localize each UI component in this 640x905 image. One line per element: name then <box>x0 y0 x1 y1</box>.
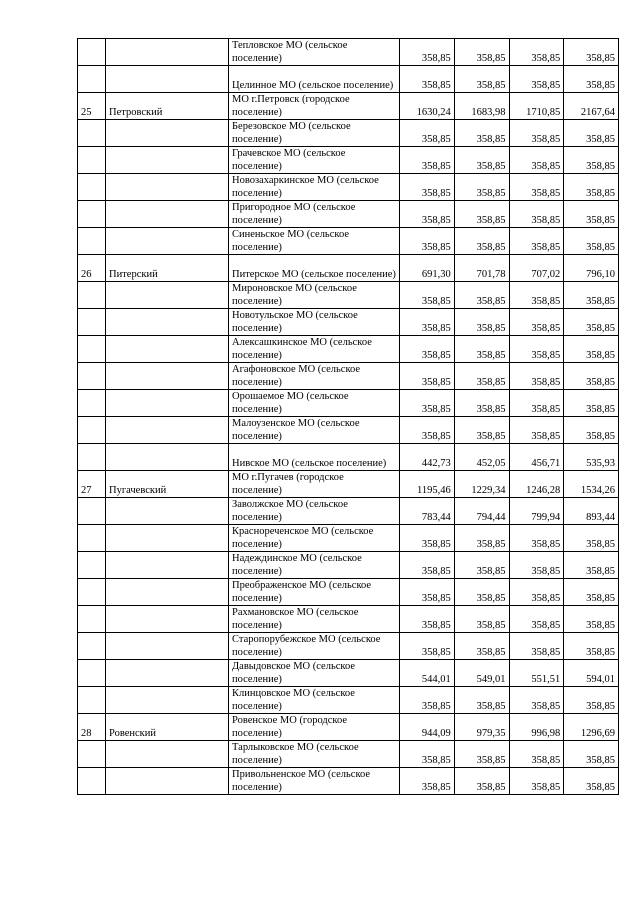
value-cell-1: 358,85 <box>400 741 455 768</box>
value-cell-2: 358,85 <box>454 147 509 174</box>
municipality-cell: Новотульское МО (сельское поселение) <box>229 309 400 336</box>
value-cell-1: 358,85 <box>400 228 455 255</box>
municipality-cell: Заволжское МО (сельское поселение) <box>229 498 400 525</box>
municipality-cell: Целинное МО (сельское поселение) <box>229 66 400 93</box>
value-cell-1: 358,85 <box>400 633 455 660</box>
value-cell-2: 1683,98 <box>454 93 509 120</box>
value-cell-1: 944,09 <box>400 714 455 741</box>
municipality-cell: Агафоновское МО (сельское поселение) <box>229 363 400 390</box>
municipality-cell: Новозахаркинское МО (сельское поселение) <box>229 174 400 201</box>
municipality-cell: Алексашкинское МО (сельское поселение) <box>229 336 400 363</box>
table-row <box>78 633 619 660</box>
value-cell-1: 544,01 <box>400 660 455 687</box>
value-cell-4: 358,85 <box>564 174 619 201</box>
table-row <box>78 714 619 741</box>
municipality-cell: Ровенское МО (городское поселение) <box>229 714 400 741</box>
district-cell <box>106 768 229 795</box>
value-cell-4: 358,85 <box>564 741 619 768</box>
row-number-cell: 25 <box>78 93 106 120</box>
value-cell-2: 358,85 <box>454 39 509 66</box>
value-cell-1: 358,85 <box>400 282 455 309</box>
municipality-cell: Надеждинское МО (сельское поселение) <box>229 552 400 579</box>
value-cell-3: 358,85 <box>509 525 564 552</box>
value-cell-4: 358,85 <box>564 66 619 93</box>
table-row <box>78 336 619 363</box>
row-number-cell <box>78 633 106 660</box>
table-row <box>78 120 619 147</box>
row-number-cell <box>78 228 106 255</box>
value-cell-2: 358,85 <box>454 336 509 363</box>
value-cell-4: 358,85 <box>564 579 619 606</box>
district-cell <box>106 174 229 201</box>
value-cell-3: 358,85 <box>509 282 564 309</box>
value-cell-3: 707,02 <box>509 255 564 282</box>
value-cell-4: 2167,64 <box>564 93 619 120</box>
value-cell-2: 358,85 <box>454 174 509 201</box>
table-row <box>78 93 619 120</box>
row-number-cell <box>78 741 106 768</box>
value-cell-1: 442,73 <box>400 444 455 471</box>
value-cell-2: 358,85 <box>454 633 509 660</box>
value-cell-2: 452,05 <box>454 444 509 471</box>
value-cell-4: 358,85 <box>564 633 619 660</box>
district-cell <box>106 390 229 417</box>
district-cell: Ровенский <box>106 714 229 741</box>
value-cell-3: 358,85 <box>509 309 564 336</box>
value-cell-3: 358,85 <box>509 606 564 633</box>
municipality-cell: Преображенское МО (сельское поселение) <box>229 579 400 606</box>
municipality-cell: Тарлыковское МО (сельское поселение) <box>229 741 400 768</box>
value-cell-3: 358,85 <box>509 66 564 93</box>
municipality-cell: МО г.Петровск (городское поселение) <box>229 93 400 120</box>
value-cell-1: 358,85 <box>400 525 455 552</box>
value-cell-2: 358,85 <box>454 417 509 444</box>
table-row <box>78 606 619 633</box>
value-cell-1: 358,85 <box>400 606 455 633</box>
district-cell <box>106 282 229 309</box>
value-cell-1: 358,85 <box>400 363 455 390</box>
value-cell-3: 358,85 <box>509 201 564 228</box>
municipality-cell: Старопорубежское МО (сельское поселение) <box>229 633 400 660</box>
value-cell-1: 358,85 <box>400 579 455 606</box>
row-number-cell <box>78 444 106 471</box>
row-number-cell <box>78 363 106 390</box>
district-cell <box>106 660 229 687</box>
municipality-cell: Нивское МО (сельское поселение) <box>229 444 400 471</box>
value-cell-2: 979,35 <box>454 714 509 741</box>
row-number-cell: 26 <box>78 255 106 282</box>
value-cell-3: 358,85 <box>509 768 564 795</box>
value-cell-3: 456,71 <box>509 444 564 471</box>
municipality-cell: Привольненское МО (сельское поселение) <box>229 768 400 795</box>
district-cell <box>106 336 229 363</box>
district-cell <box>106 309 229 336</box>
district-cell <box>106 201 229 228</box>
value-cell-3: 358,85 <box>509 417 564 444</box>
value-cell-3: 358,85 <box>509 120 564 147</box>
district-cell <box>106 606 229 633</box>
value-cell-1: 358,85 <box>400 687 455 714</box>
value-cell-1: 783,44 <box>400 498 455 525</box>
table-row <box>78 309 619 336</box>
row-number-cell <box>78 309 106 336</box>
table-row <box>78 39 619 66</box>
municipality-cell: Малоузенское МО (сельское поселение) <box>229 417 400 444</box>
value-cell-3: 358,85 <box>509 579 564 606</box>
table-row <box>78 768 619 795</box>
value-cell-4: 358,85 <box>564 390 619 417</box>
value-cell-3: 358,85 <box>509 390 564 417</box>
value-cell-4: 358,85 <box>564 363 619 390</box>
value-cell-4: 796,10 <box>564 255 619 282</box>
value-cell-2: 358,85 <box>454 309 509 336</box>
value-cell-4: 358,85 <box>564 768 619 795</box>
table-row <box>78 525 619 552</box>
table-row <box>78 552 619 579</box>
district-cell <box>106 120 229 147</box>
row-number-cell <box>78 201 106 228</box>
value-cell-3: 996,98 <box>509 714 564 741</box>
district-cell: Петровский <box>106 93 229 120</box>
value-cell-1: 358,85 <box>400 147 455 174</box>
table-row <box>78 201 619 228</box>
value-cell-3: 1710,85 <box>509 93 564 120</box>
district-cell <box>106 633 229 660</box>
value-cell-2: 358,85 <box>454 525 509 552</box>
value-cell-4: 358,85 <box>564 606 619 633</box>
value-cell-2: 549,01 <box>454 660 509 687</box>
district-cell <box>106 39 229 66</box>
table-row <box>78 579 619 606</box>
value-cell-1: 358,85 <box>400 174 455 201</box>
table-row <box>78 282 619 309</box>
municipality-cell: МО г.Пугачев (городское поселение) <box>229 471 400 498</box>
district-cell <box>106 525 229 552</box>
value-cell-2: 358,85 <box>454 120 509 147</box>
table-body <box>78 39 619 795</box>
value-cell-2: 358,85 <box>454 282 509 309</box>
district-cell <box>106 363 229 390</box>
value-cell-3: 799,94 <box>509 498 564 525</box>
district-cell <box>106 444 229 471</box>
value-cell-1: 358,85 <box>400 120 455 147</box>
value-cell-3: 358,85 <box>509 174 564 201</box>
row-number-cell <box>78 525 106 552</box>
value-cell-4: 358,85 <box>564 147 619 174</box>
value-cell-2: 358,85 <box>454 363 509 390</box>
municipality-cell: Клинцовское МО (сельское поселение) <box>229 687 400 714</box>
value-cell-3: 358,85 <box>509 552 564 579</box>
value-cell-2: 358,85 <box>454 228 509 255</box>
value-cell-2: 701,78 <box>454 255 509 282</box>
district-cell <box>106 498 229 525</box>
value-cell-4: 1534,26 <box>564 471 619 498</box>
value-cell-1: 1630,24 <box>400 93 455 120</box>
value-cell-4: 594,01 <box>564 660 619 687</box>
value-cell-3: 358,85 <box>509 147 564 174</box>
value-cell-1: 358,85 <box>400 417 455 444</box>
district-cell <box>106 147 229 174</box>
municipality-cell: Синеньское МО (сельское поселение) <box>229 228 400 255</box>
tariff-table <box>77 38 619 795</box>
table-row <box>78 687 619 714</box>
value-cell-3: 1246,28 <box>509 471 564 498</box>
row-number-cell <box>78 552 106 579</box>
district-cell <box>106 66 229 93</box>
district-cell <box>106 579 229 606</box>
row-number-cell <box>78 120 106 147</box>
row-number-cell <box>78 147 106 174</box>
value-cell-1: 358,85 <box>400 66 455 93</box>
district-cell <box>106 552 229 579</box>
table-row <box>78 255 619 282</box>
value-cell-2: 358,85 <box>454 552 509 579</box>
value-cell-2: 358,85 <box>454 201 509 228</box>
value-cell-4: 358,85 <box>564 201 619 228</box>
table-row <box>78 147 619 174</box>
municipality-cell: Краснореченское МО (сельское поселение) <box>229 525 400 552</box>
municipality-cell: Рахмановское МО (сельское поселение) <box>229 606 400 633</box>
municipality-cell: Тепловское МО (сельское поселение) <box>229 39 400 66</box>
municipality-cell: Пригородное МО (сельское поселение) <box>229 201 400 228</box>
table-row <box>78 498 619 525</box>
value-cell-1: 358,85 <box>400 39 455 66</box>
value-cell-3: 358,85 <box>509 39 564 66</box>
value-cell-2: 358,85 <box>454 390 509 417</box>
municipality-cell: Березовское МО (сельское поселение) <box>229 120 400 147</box>
value-cell-2: 358,85 <box>454 741 509 768</box>
value-cell-2: 358,85 <box>454 606 509 633</box>
value-cell-4: 358,85 <box>564 120 619 147</box>
row-number-cell <box>78 768 106 795</box>
value-cell-2: 1229,34 <box>454 471 509 498</box>
value-cell-3: 358,85 <box>509 687 564 714</box>
table-row <box>78 471 619 498</box>
value-cell-1: 1195,46 <box>400 471 455 498</box>
value-cell-4: 358,85 <box>564 39 619 66</box>
district-cell: Питерский <box>106 255 229 282</box>
district-cell: Пугачевский <box>106 471 229 498</box>
value-cell-2: 358,85 <box>454 768 509 795</box>
table-row <box>78 228 619 255</box>
value-cell-3: 551,51 <box>509 660 564 687</box>
value-cell-3: 358,85 <box>509 336 564 363</box>
value-cell-4: 358,85 <box>564 417 619 444</box>
table-row <box>78 363 619 390</box>
row-number-cell <box>78 282 106 309</box>
row-number-cell <box>78 39 106 66</box>
table-row <box>78 174 619 201</box>
value-cell-4: 358,85 <box>564 282 619 309</box>
value-cell-2: 794,44 <box>454 498 509 525</box>
municipality-cell: Питерское МО (сельское поселение) <box>229 255 400 282</box>
value-cell-4: 358,85 <box>564 336 619 363</box>
municipality-cell: Мироновское МО (сельское поселение) <box>229 282 400 309</box>
table-row <box>78 417 619 444</box>
district-cell <box>106 687 229 714</box>
value-cell-4: 358,85 <box>564 552 619 579</box>
value-cell-4: 358,85 <box>564 309 619 336</box>
value-cell-1: 358,85 <box>400 309 455 336</box>
value-cell-3: 358,85 <box>509 741 564 768</box>
value-cell-1: 358,85 <box>400 201 455 228</box>
district-cell <box>106 417 229 444</box>
table-row <box>78 66 619 93</box>
value-cell-4: 893,44 <box>564 498 619 525</box>
row-number-cell <box>78 174 106 201</box>
district-cell <box>106 741 229 768</box>
value-cell-2: 358,85 <box>454 66 509 93</box>
row-number-cell <box>78 579 106 606</box>
row-number-cell <box>78 390 106 417</box>
municipality-cell: Грачевское МО (сельское поселение) <box>229 147 400 174</box>
value-cell-3: 358,85 <box>509 363 564 390</box>
table-row <box>78 390 619 417</box>
row-number-cell: 28 <box>78 714 106 741</box>
district-cell <box>106 228 229 255</box>
value-cell-2: 358,85 <box>454 687 509 714</box>
row-number-cell <box>78 606 106 633</box>
value-cell-2: 358,85 <box>454 579 509 606</box>
value-cell-4: 535,93 <box>564 444 619 471</box>
value-cell-3: 358,85 <box>509 228 564 255</box>
value-cell-4: 1296,69 <box>564 714 619 741</box>
table-row <box>78 660 619 687</box>
value-cell-4: 358,85 <box>564 228 619 255</box>
municipality-cell: Орошаемое МО (сельское поселение) <box>229 390 400 417</box>
row-number-cell <box>78 417 106 444</box>
row-number-cell <box>78 498 106 525</box>
value-cell-1: 691,30 <box>400 255 455 282</box>
value-cell-3: 358,85 <box>509 633 564 660</box>
row-number-cell <box>78 66 106 93</box>
value-cell-1: 358,85 <box>400 390 455 417</box>
row-number-cell: 27 <box>78 471 106 498</box>
row-number-cell <box>78 660 106 687</box>
value-cell-1: 358,85 <box>400 768 455 795</box>
value-cell-1: 358,85 <box>400 336 455 363</box>
table-row <box>78 444 619 471</box>
municipality-cell: Давыдовское МО (сельское поселение) <box>229 660 400 687</box>
row-number-cell <box>78 336 106 363</box>
value-cell-1: 358,85 <box>400 552 455 579</box>
value-cell-4: 358,85 <box>564 525 619 552</box>
value-cell-4: 358,85 <box>564 687 619 714</box>
row-number-cell <box>78 687 106 714</box>
table-row <box>78 741 619 768</box>
